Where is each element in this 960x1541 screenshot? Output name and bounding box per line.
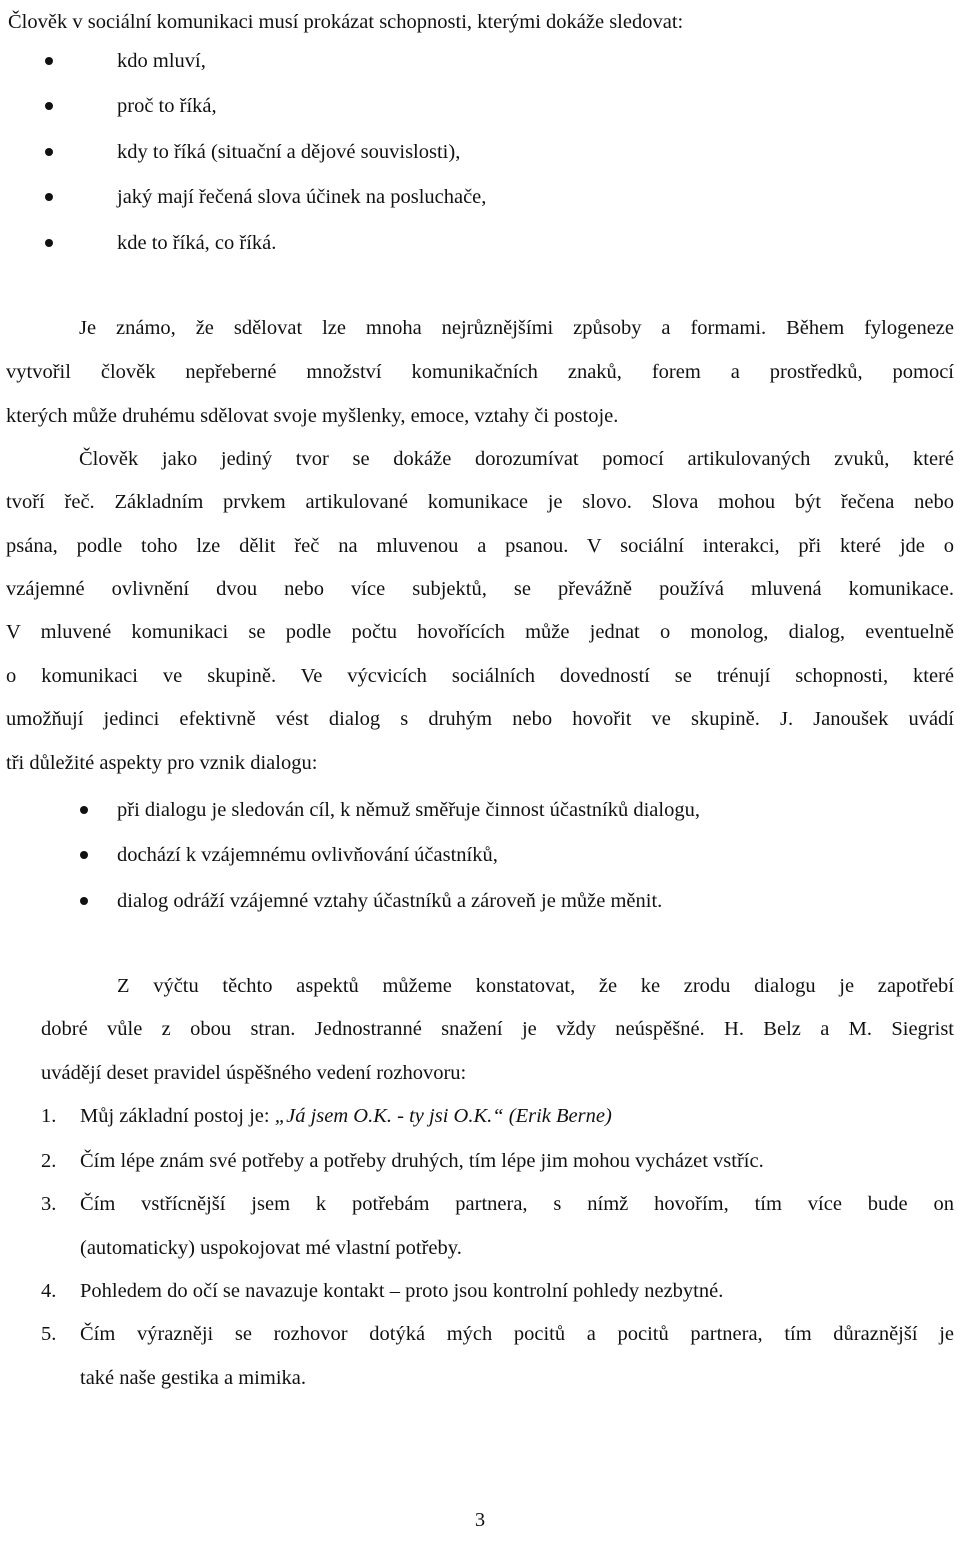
- list-item-text: jaký mají řečená slova účinek na posluchače,: [117, 186, 487, 208]
- item-text-italic: „Já jsem O.K. - ty jsi O.K.“ (Erik Berne): [274, 1105, 612, 1127]
- list-item-text: kde to říká, co říká.: [117, 232, 277, 254]
- bullet-icon: [45, 239, 53, 247]
- paragraph-line: o komunikaci ve skupině. Ve výcvicích sociálních dovedností se trénují schopnosti, které: [6, 665, 954, 687]
- list-item-text: dochází k vzájemnému ovlivňování účastníků,: [117, 844, 498, 866]
- item-text: Čím vstřícnější jsem k potřebám partnera, s nímž hovořím, tím více bude on: [80, 1193, 954, 1215]
- item-text: (automaticky) uspokojovat mé vlastní potřeby.: [80, 1237, 462, 1259]
- paragraph-line: V mluvené komunikaci se podle počtu hovořících může jednat o monolog, dialog, eventuelně: [6, 621, 954, 643]
- bullet-icon: [45, 148, 53, 156]
- list-item-text: dialog odráží vzájemné vztahy účastníků a zároveň je může měnit.: [117, 890, 663, 912]
- item-text-prefix: Můj základní postoj je:: [80, 1105, 275, 1127]
- paragraph-line: uvádějí deset pravidel úspěšného vedení rozhovoru:: [41, 1062, 467, 1084]
- paragraph-line: vytvořil člověk nepřeberné množství komunikačních znaků, forem a prostředků, pomocí: [6, 361, 954, 383]
- intro-text: Člověk v sociální komunikaci musí prokázat schopnosti, kterými dokáže sledovat:: [8, 11, 684, 33]
- item-text: Čím výrazněji se rozhovor dotýká mých pocitů a pocitů partnera, tím důraznější je: [80, 1323, 954, 1345]
- bullet-icon: [45, 102, 53, 110]
- item-text: také naše gestika a mimika.: [80, 1367, 306, 1389]
- bullet-icon: [45, 193, 53, 201]
- item-text: [80, 1104, 612, 1128]
- bullet-icon: [45, 57, 53, 65]
- item-text: Pohledem do očí se navazuje kontakt – proto jsou kontrolní pohledy nezbytné.: [80, 1280, 724, 1302]
- paragraph-line: tři důležité aspekty pro vznik dialogu:: [6, 752, 318, 774]
- list-item-text: proč to říká,: [117, 95, 217, 117]
- bullet-icon: [80, 806, 88, 814]
- item-number: 1.: [41, 1105, 57, 1127]
- item-number: 5.: [41, 1323, 57, 1345]
- list-item-text: při dialogu je sledován cíl, k němuž směřuje činnost účastníků dialogu,: [117, 799, 700, 821]
- paragraph-line: Člověk jako jediný tvor se dokáže dorozumívat pomocí artikulovaných zvuků, které: [79, 448, 954, 470]
- paragraph-line: vzájemné ovlivnění dvou nebo více subjektů, se převážně používá mluvená komunikace.: [6, 578, 954, 600]
- bullet-icon: [80, 851, 88, 859]
- item-text: Čím lépe znám své potřeby a potřeby druhých, tím lépe jim mohou vycházet vstříc.: [80, 1150, 764, 1172]
- list-item-text: kdy to říká (situační a dějové souvislosti),: [117, 141, 461, 163]
- item-number: 4.: [41, 1280, 57, 1302]
- paragraph-line: Z výčtu těchto aspektů můžeme konstatovat, že ke zrodu dialogu je zapotřebí: [117, 975, 954, 997]
- paragraph-line: dobré vůle z obou stran. Jednostranné snažení je vždy neúspěšné. H. Belz a M. Siegrist: [41, 1018, 954, 1040]
- item-number: 3.: [41, 1193, 57, 1215]
- paragraph-line: tvoří řeč. Základním prvkem artikulované komunikace je slovo. Slova mohou být řečena nebo: [6, 491, 954, 513]
- paragraph-line: Je známo, že sdělovat lze mnoha nejrůznějšími způsoby a formami. Během fylogeneze: [79, 317, 954, 339]
- page-number: 3: [474, 1509, 486, 1531]
- paragraph-line: umožňují jedinci efektivně vést dialog s druhým nebo hovořit ve skupině. J. Janoušek uvádí: [6, 708, 954, 730]
- bullet-icon: [80, 897, 88, 905]
- paragraph-line: kterých může druhému sdělovat svoje myšlenky, emoce, vztahy či postoje.: [6, 405, 619, 427]
- paragraph-line: psána, podle toho lze dělit řeč na mluvenou a psanou. V sociální interakci, při které jde o: [6, 535, 954, 557]
- item-number: 2.: [41, 1150, 57, 1172]
- list-item-text: kdo mluví,: [117, 50, 206, 72]
